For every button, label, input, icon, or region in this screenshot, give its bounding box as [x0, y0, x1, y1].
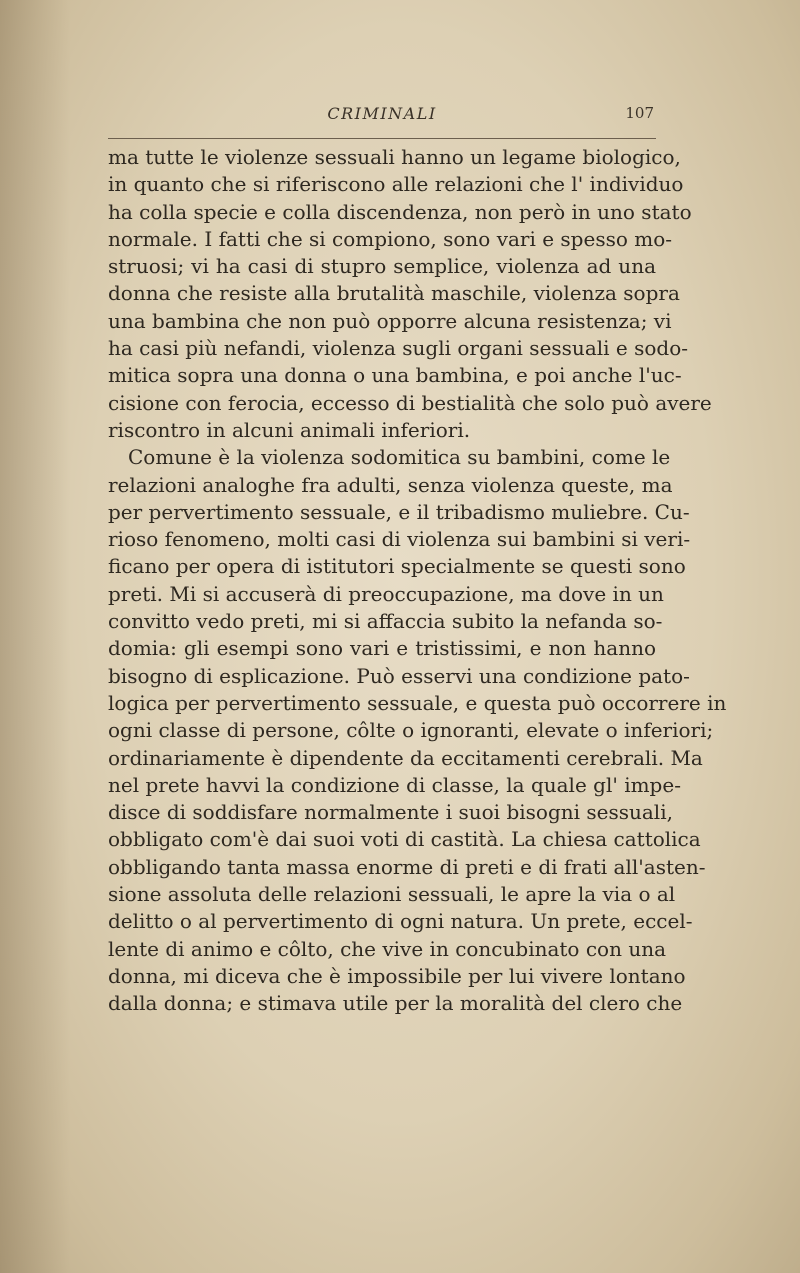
text-line: donna che resiste alla brutalità maschile, violenza sopra [108, 281, 680, 306]
text-line: Comune è la violenza sodomitica su bambini, come le [128, 445, 671, 470]
text-line: una bambina che non può opporre alcuna resistenza; vi [108, 308, 672, 333]
running-title: CRIMINALI [327, 104, 437, 123]
text-line: ordinariamente è dipendente da eccitamenti cerebrali. Ma [108, 745, 703, 770]
text-line: obbligato com'è dai suoi voti di castità. La chiesa cattolica [108, 827, 701, 852]
text-line: nel prete havvi la condizione di classe, la quale gl' impe- [108, 772, 681, 797]
text-line: ficano per opera di istitutori specialmente se questi sono [108, 554, 686, 579]
page-header [108, 104, 656, 132]
text-line: rioso fenomeno, molti casi di violenza sui bambini si veri- [108, 527, 691, 552]
binding-shadow [0, 0, 70, 1273]
body-text [108, 144, 727, 1018]
text-line: ma tutte le violenze sessuali hanno un legame biologico, [108, 145, 681, 169]
text-line: logica per pervertimento sessuale, e questa può occorrere in [108, 690, 727, 715]
text-line: mitica sopra una donna o una bambina, e poi anche l'uc- [108, 363, 682, 388]
text-line: ha casi più nefandi, violenza sugli organi sessuali e sodo- [108, 336, 688, 361]
text-line: obbligando tanta massa enorme di preti e di frati all'asten- [108, 854, 706, 879]
text-line: lente di animo e côlto, che vive in concubinato con una [108, 936, 666, 961]
text-line: convitto vedo preti, mi si affaccia subito la nefanda so- [108, 609, 663, 634]
text-line: domia: gli esempi sono vari e tristissimi, e non hanno [108, 636, 656, 661]
page-number: 107 [625, 104, 654, 122]
text-line: delitto o al pervertimento di ogni natura. Un prete, eccel- [108, 909, 693, 934]
text-line: ha colla specie e colla discendenza, non però in uno stato [108, 199, 692, 224]
text-line: bisogno di esplicazione. Può esservi una condizione pato- [108, 663, 690, 688]
text-line: sione assoluta delle relazioni sessuali, le apre la via o al [108, 882, 676, 907]
text-line: relazioni analoghe fra adulti, senza violenza queste, ma [108, 472, 673, 497]
text-line: disce di soddisfare normalmente i suoi bisogni sessuali, [108, 800, 673, 825]
header-rule [108, 138, 656, 139]
text-line: riscontro in alcuni animali inferiori. [108, 417, 471, 442]
text-line: donna, mi diceva che è impossibile per lui vivere lontano [108, 963, 686, 988]
text-line: normale. I fatti che si compiono, sono vari e spesso mo- [108, 226, 673, 251]
text-line: cisione con ferocia, eccesso di bestialità che solo può avere [108, 390, 712, 415]
text-line: preti. Mi si accuserà di preoccupazione, ma dove in un [108, 581, 664, 606]
text-line: struosi; vi ha casi di stupro semplice, violenza ad una [108, 254, 656, 279]
text-line: per pervertimento sessuale, e il tribadismo muliebre. Cu- [108, 499, 690, 524]
text-line: ogni classe di persone, côlte o ignoranti, elevate o inferiori; [108, 718, 714, 743]
text-line: in quanto che si riferiscono alle relazioni che l' individuo [108, 172, 684, 197]
text-line: dalla donna; e stimava utile per la moralità del clero che [108, 991, 683, 1016]
